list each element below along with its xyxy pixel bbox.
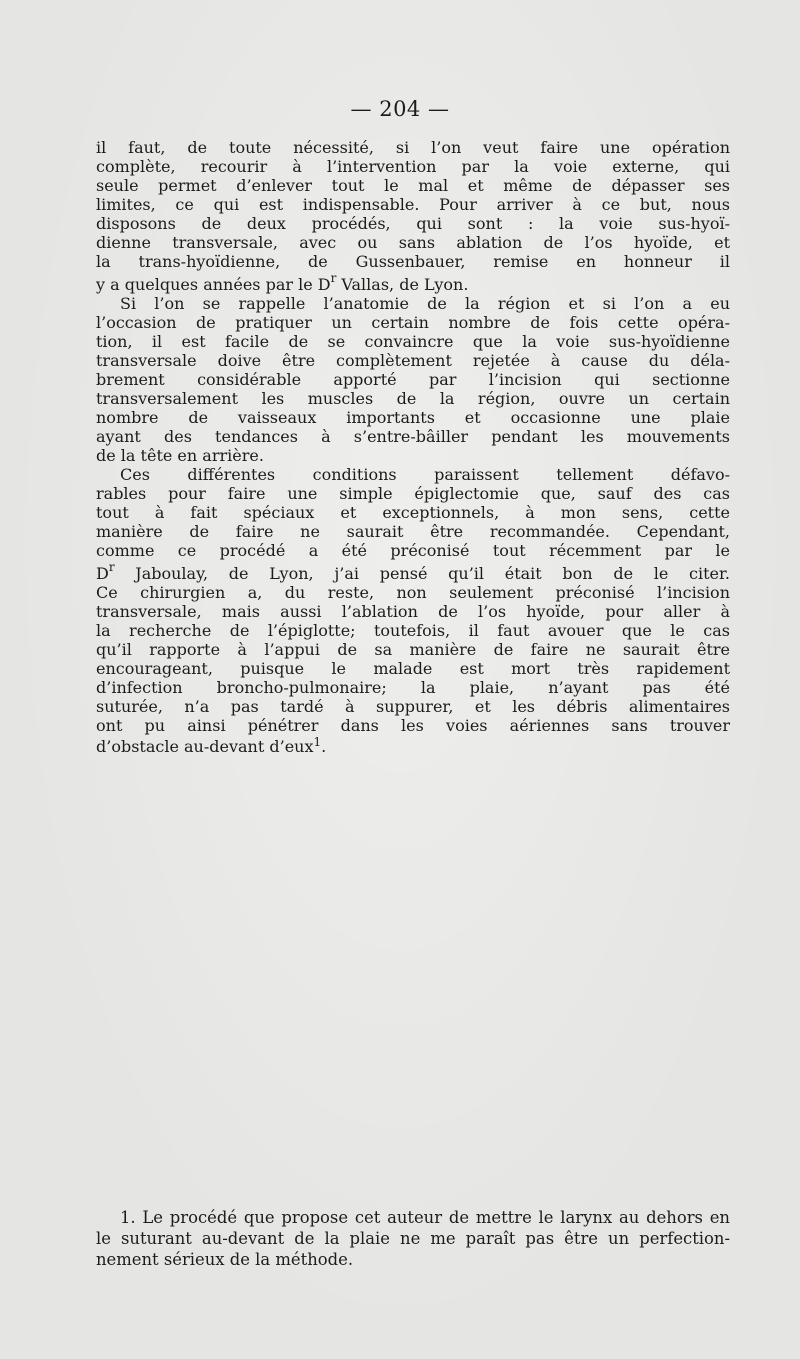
text-fragment: . xyxy=(321,737,327,756)
text-line: tout à fait spéciaux et exceptionnels, à mon sens, cette xyxy=(96,503,730,522)
text-line: tion, il est facile de se convaincre que la voie sus-hyoïdienne xyxy=(96,332,730,351)
text-line: encourageant, puisque le malade est mort très rapidement xyxy=(96,659,730,678)
text-line: transversale doive être complètement rejetée à cause du déla- xyxy=(96,351,730,370)
body-text xyxy=(96,138,730,756)
page-number: — 204 — xyxy=(350,97,450,121)
paragraph-1 xyxy=(96,138,730,294)
text-line: ont pu ainsi pénétrer dans les voies aériennes sans trouver xyxy=(96,716,730,735)
text-line: nombre de vaisseaux importants et occasionne une plaie xyxy=(96,408,730,427)
text-line: la recherche de l’épiglotte; toutefois, il faut avouer que le cas xyxy=(96,621,730,640)
text-line: dienne transversale, avec ou sans ablation de l’os hyoïde, et xyxy=(96,233,730,252)
text-line: rables pour faire une simple épiglectomie que, sauf des cas xyxy=(96,484,730,503)
text-fragment: d’obstacle au-devant d’eux xyxy=(96,737,314,756)
text-line: disposons de deux procédés, qui sont : la voie sus-hyoï- xyxy=(96,214,730,233)
text-line xyxy=(96,271,730,294)
footnote-reference: 1 xyxy=(313,735,322,749)
footnote-line: nement sérieux de la méthode. xyxy=(96,1250,354,1269)
text-line: Ces différentes conditions paraissent tellement défavo- xyxy=(120,465,730,484)
text-line: ayant des tendances à s’entre-bâiller pendant les mouvements xyxy=(96,427,730,446)
paragraph-2 xyxy=(96,294,730,465)
text-line xyxy=(96,735,730,756)
text-line: comme ce procédé a été préconisé tout récemment par le xyxy=(96,541,730,560)
abbreviation-superscript: r xyxy=(108,560,115,574)
text-line: la trans-hyoïdienne, de Gussenbauer, remise en honneur il xyxy=(96,252,730,271)
text-line: Si l’on se rappelle l’anatomie de la région et si l’on a eu xyxy=(120,294,730,313)
text-fragment: Vallas, de Lyon. xyxy=(336,275,469,294)
text-fragment: y a quelques années par le D xyxy=(96,275,331,294)
text-line: l’occasion de pratiquer un certain nombre de fois cette opéra- xyxy=(96,313,730,332)
text-line: brement considérable apporté par l’incision qui sectionne xyxy=(96,370,730,389)
text-fragment: Jaboulay, de Lyon, j’ai pensé qu’il était bon de le citer. xyxy=(114,564,730,583)
text-fragment: D xyxy=(96,564,109,583)
text-line: de la tête en arrière. xyxy=(96,446,264,465)
text-line: qu’il rapporte à l’appui de sa manière de faire ne saurait être xyxy=(96,640,730,659)
text-line: Ce chirurgien a, du reste, non seulement préconisé l’incision xyxy=(96,583,730,602)
text-line: il faut, de toute nécessité, si l’on veut faire une opération xyxy=(96,138,730,157)
footnote-line: 1. Le procédé que propose cet auteur de mettre le larynx au dehors en xyxy=(120,1208,730,1227)
footnote-line: le suturant au-devant de la plaie ne me paraît pas être un perfection- xyxy=(96,1229,730,1248)
text-line: seule permet d’enlever tout le mal et même de dépasser ses xyxy=(96,176,730,195)
text-line: complète, recourir à l’intervention par la voie externe, qui xyxy=(96,157,730,176)
footnote xyxy=(96,1207,730,1270)
text-line: d’infection broncho-pulmonaire; la plaie, n’ayant pas été xyxy=(96,678,730,697)
paragraph-3 xyxy=(96,465,730,756)
text-line: manière de faire ne saurait être recommandée. Cependant, xyxy=(96,522,730,541)
text-line: transversale, mais aussi l’ablation de l’os hyoïde, pour aller à xyxy=(96,602,730,621)
text-line: limites, ce qui est indispensable. Pour arriver à ce but, nous xyxy=(96,195,730,214)
text-line: transversalement les muscles de la région, ouvre un certain xyxy=(96,389,730,408)
text-line: suturée, n’a pas tardé à suppurer, et les débris alimentaires xyxy=(96,697,730,716)
abbreviation-superscript: r xyxy=(330,271,337,285)
text-line xyxy=(96,560,730,583)
